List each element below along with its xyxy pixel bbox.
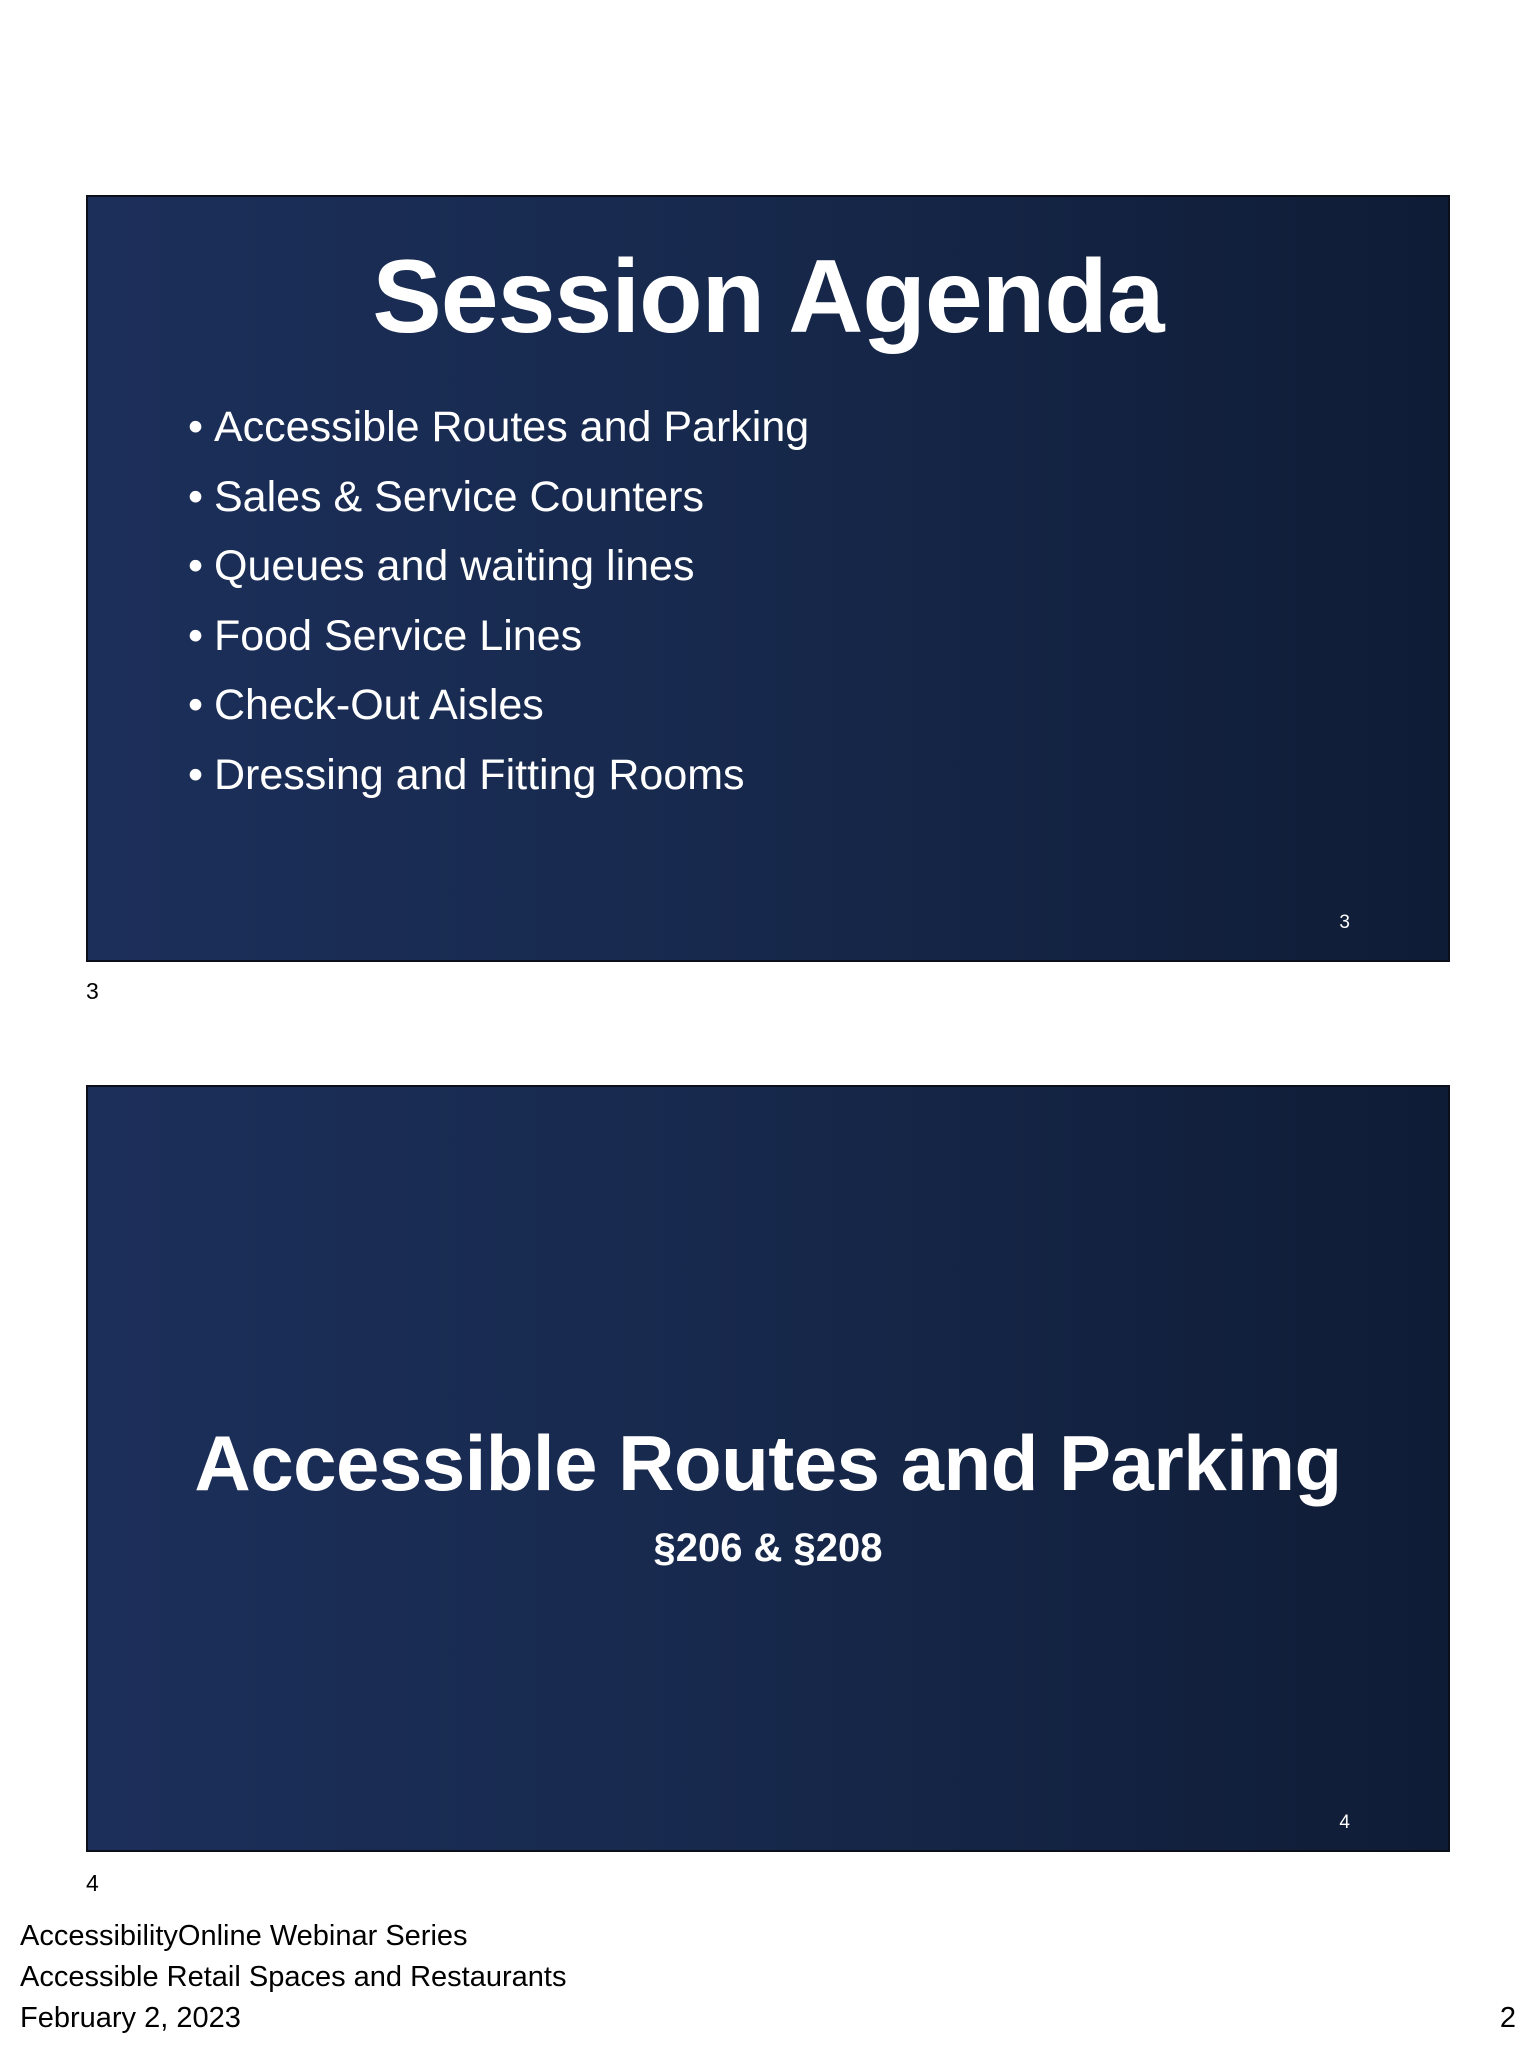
agenda-list (188, 393, 809, 811)
agenda-item (188, 671, 809, 741)
document-footer (20, 1916, 566, 2039)
agenda-item-label: Queues and waiting lines (214, 542, 695, 591)
slide-inner-number: 4 (1339, 1812, 1350, 1833)
slide-page-label: 3 (86, 978, 99, 1004)
agenda-item-label: Sales & Service Counters (214, 472, 704, 521)
bullet-icon: • (188, 403, 204, 451)
footer-title: Accessible Retail Spaces and Restaurants (20, 1961, 567, 1993)
slide-title: Session Agenda (372, 239, 1164, 355)
slide-page-label: 4 (86, 1870, 99, 1896)
agenda-item (188, 393, 809, 463)
slide-subtitle: §206 & §208 (653, 1526, 883, 1570)
slide-inner-number: 3 (1339, 912, 1350, 933)
slide-session-agenda (86, 195, 1450, 962)
bullet-icon: • (188, 611, 204, 660)
agenda-item (188, 463, 809, 533)
agenda-item (188, 602, 809, 672)
agenda-item-label: Dressing and Fitting Rooms (214, 750, 745, 799)
agenda-item-label: Food Service Lines (214, 611, 583, 660)
footer-date: February 2, 2023 (20, 2002, 241, 2034)
page-number: 2 (1499, 2002, 1516, 2034)
bullet-icon: • (188, 542, 204, 591)
bullet-icon: • (188, 750, 204, 799)
slide-title: Accessible Routes and Parking (194, 1419, 1342, 1507)
agenda-item-label: Accessible Routes and Parking (214, 403, 810, 451)
footer-series: AccessibilityOnline Webinar Series (20, 1920, 468, 1952)
bullet-icon: • (188, 681, 204, 730)
agenda-item (188, 532, 809, 602)
agenda-item (188, 741, 809, 811)
bullet-icon: • (188, 472, 204, 521)
agenda-item-label: Check-Out Aisles (214, 681, 544, 730)
slide-accessible-routes (86, 1085, 1450, 1852)
